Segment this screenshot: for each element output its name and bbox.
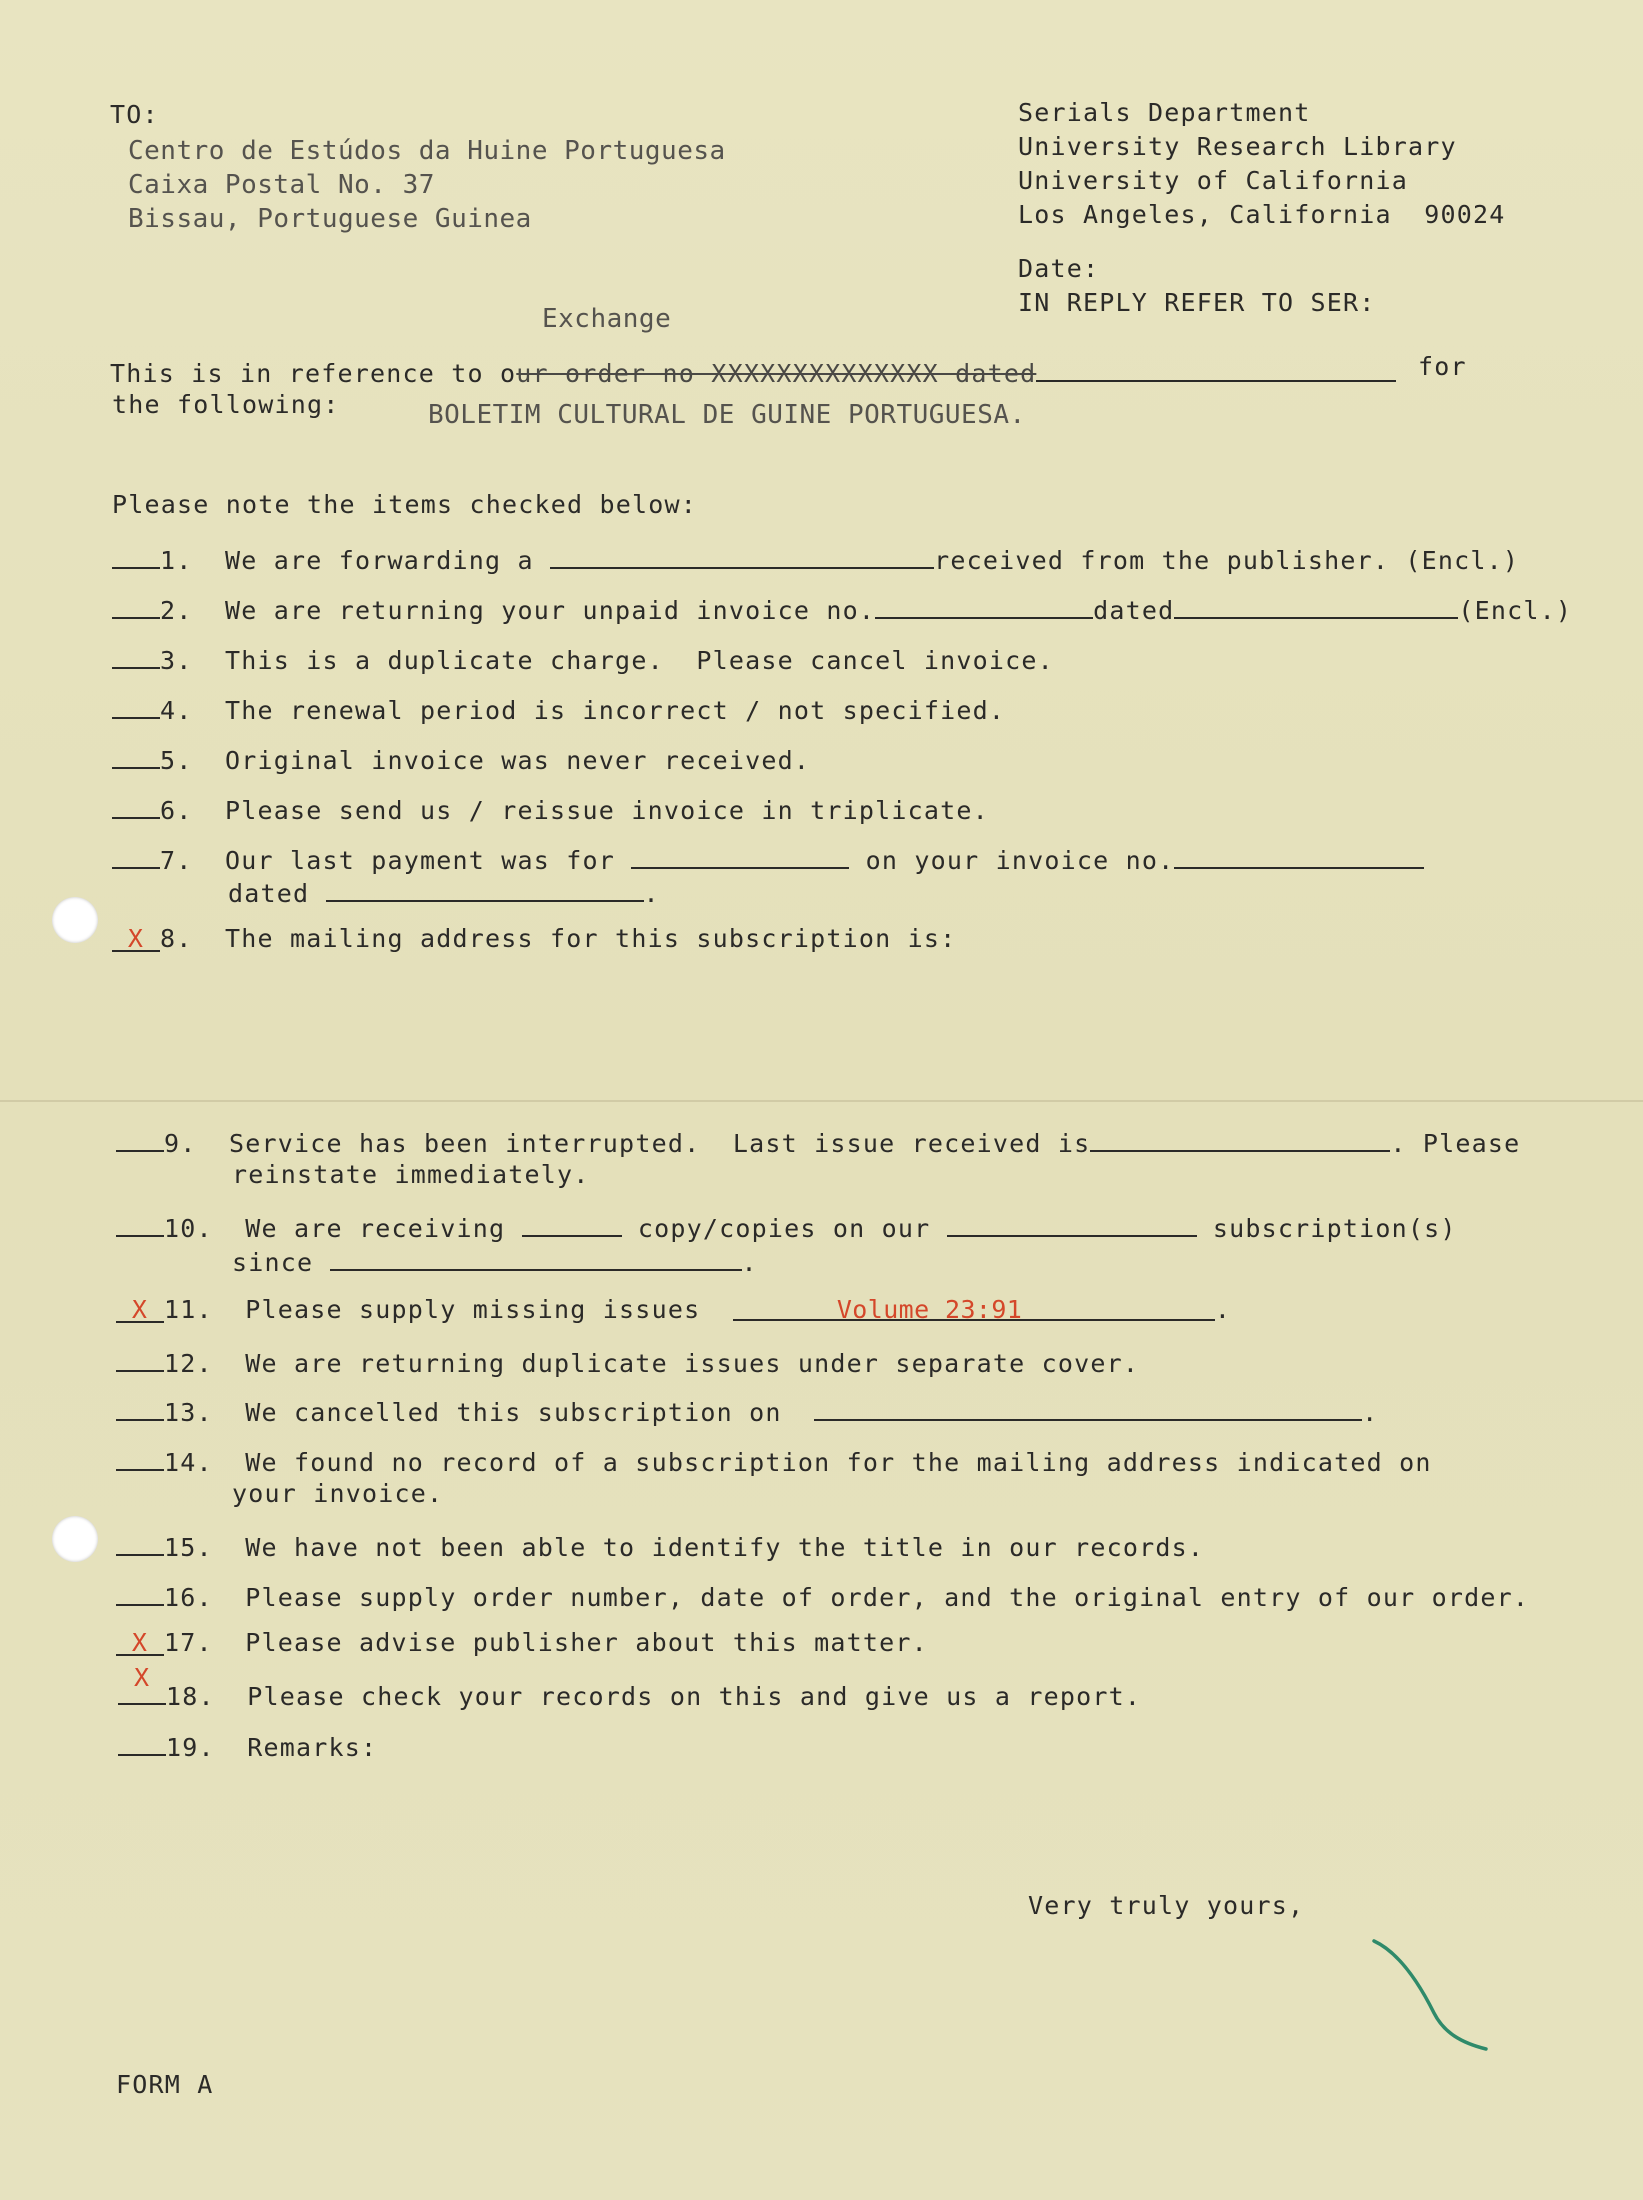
reference-line2: the following: <box>112 390 340 419</box>
item-9-line2: reinstate immediately. <box>232 1160 590 1189</box>
punch-hole-bottom <box>52 1516 98 1562</box>
to-address-line2: Caixa Postal No. 37 <box>128 170 435 200</box>
item-3-check <box>112 641 160 669</box>
item-3: 3. This is a duplicate charge. Please cancel invoice. <box>112 641 1054 675</box>
to-address-line3: Bissau, Portuguese Guinea <box>128 204 532 234</box>
from-line1: Serials Department <box>1018 98 1311 127</box>
item-10-check <box>116 1209 164 1237</box>
reference-date-blank <box>1036 356 1396 382</box>
paper-fold <box>0 1100 1643 1102</box>
to-address-line1: Centro de Estúdos da Huine Portuguesa <box>128 136 726 166</box>
item-17-check: X <box>116 1628 164 1656</box>
form-label: FORM A <box>116 2070 214 2099</box>
item-13: 13. We cancelled this subscription on . <box>116 1393 1378 1427</box>
from-line4: Los Angeles, California 90024 <box>1018 200 1506 229</box>
item-9: 9. Service has been interrupted. Last issue received is . Please <box>116 1124 1520 1158</box>
reference-struck-text: ur order no XXXXXXXXXXXXXX dated <box>516 359 1037 388</box>
item-14-check <box>116 1443 164 1471</box>
date-label: Date: <box>1018 254 1100 283</box>
item-1-check <box>112 541 160 569</box>
item-17: X 17. Please advise publisher about this matter. <box>116 1628 928 1657</box>
item-18: X 18. Please check your records on this and give us a report. <box>118 1677 1141 1711</box>
item-10: 10. We are receiving copy/copies on our subscription(s) <box>116 1209 1457 1243</box>
missing-issues-fill: Volume 23:91 <box>836 1295 1023 1324</box>
item-18-check: X <box>118 1677 166 1705</box>
item-14-line2: your invoice. <box>232 1479 444 1508</box>
item-8-check: X <box>112 924 160 952</box>
item-7: 7. Our last payment was for on your invoice no. <box>112 841 1424 875</box>
item-10-since: since . <box>232 1245 758 1277</box>
punch-hole-top <box>52 897 98 943</box>
item-8: X 8. The mailing address for this subscription is: <box>112 924 956 953</box>
item-6: 6. Please send us / reissue invoice in triplicate. <box>112 791 989 825</box>
item-16-check <box>116 1578 164 1606</box>
item-16: 16. Please supply order number, date of order, and the original entry of our order. <box>116 1578 1529 1612</box>
item-12-check <box>116 1344 164 1372</box>
item-11-check: X <box>116 1295 164 1323</box>
item-1: 1. We are forwarding a received from the publisher. (Encl.) <box>112 541 1519 575</box>
signature-mark <box>1370 1935 1500 2055</box>
from-line3: University of California <box>1018 166 1409 195</box>
exchange-note: Exchange <box>542 304 672 334</box>
item-6-check <box>112 791 160 819</box>
item-4: 4. The renewal period is incorrect / not specified. <box>112 691 1005 725</box>
item-2: 2. We are returning your unpaid invoice no. dated (Encl.) <box>112 591 1572 625</box>
intro-text: Please note the items checked below: <box>112 490 698 519</box>
item-19-check <box>118 1728 166 1756</box>
item-15: 15. We have not been able to identify the title in our records. <box>116 1528 1204 1562</box>
item-2-check <box>112 591 160 619</box>
from-line2: University Research Library <box>1018 132 1457 161</box>
item-7-check <box>112 841 160 869</box>
item-19: 19. Remarks: <box>118 1728 377 1762</box>
item-9-check <box>116 1124 164 1152</box>
item-13-check <box>116 1393 164 1421</box>
to-label: TO: <box>110 100 159 129</box>
reference-title: BOLETIM CULTURAL DE GUINE PORTUGUESA. <box>428 400 1026 430</box>
reference-suffix: for <box>1418 352 1467 381</box>
item-15-check <box>116 1528 164 1556</box>
item-14: 14. We found no record of a subscription for the mailing address indicated on <box>116 1443 1432 1477</box>
item-11: X 11. Please supply missing issues Volume 23:91 . <box>116 1295 1231 1324</box>
item-5: 5. Original invoice was never received. <box>112 741 810 775</box>
item-4-check <box>112 691 160 719</box>
reference-prefix: This is in reference to o <box>110 359 517 388</box>
signature-stroke <box>1374 1941 1486 2049</box>
reference-line <box>110 356 1396 388</box>
item-12: 12. We are returning duplicate issues under separate cover. <box>116 1344 1139 1378</box>
item-5-check <box>112 741 160 769</box>
item-7-dated: dated . <box>228 876 660 908</box>
closing-text: Very truly yours, <box>1028 1891 1305 1920</box>
reply-refer-label: IN REPLY REFER TO SER: <box>1018 288 1376 317</box>
